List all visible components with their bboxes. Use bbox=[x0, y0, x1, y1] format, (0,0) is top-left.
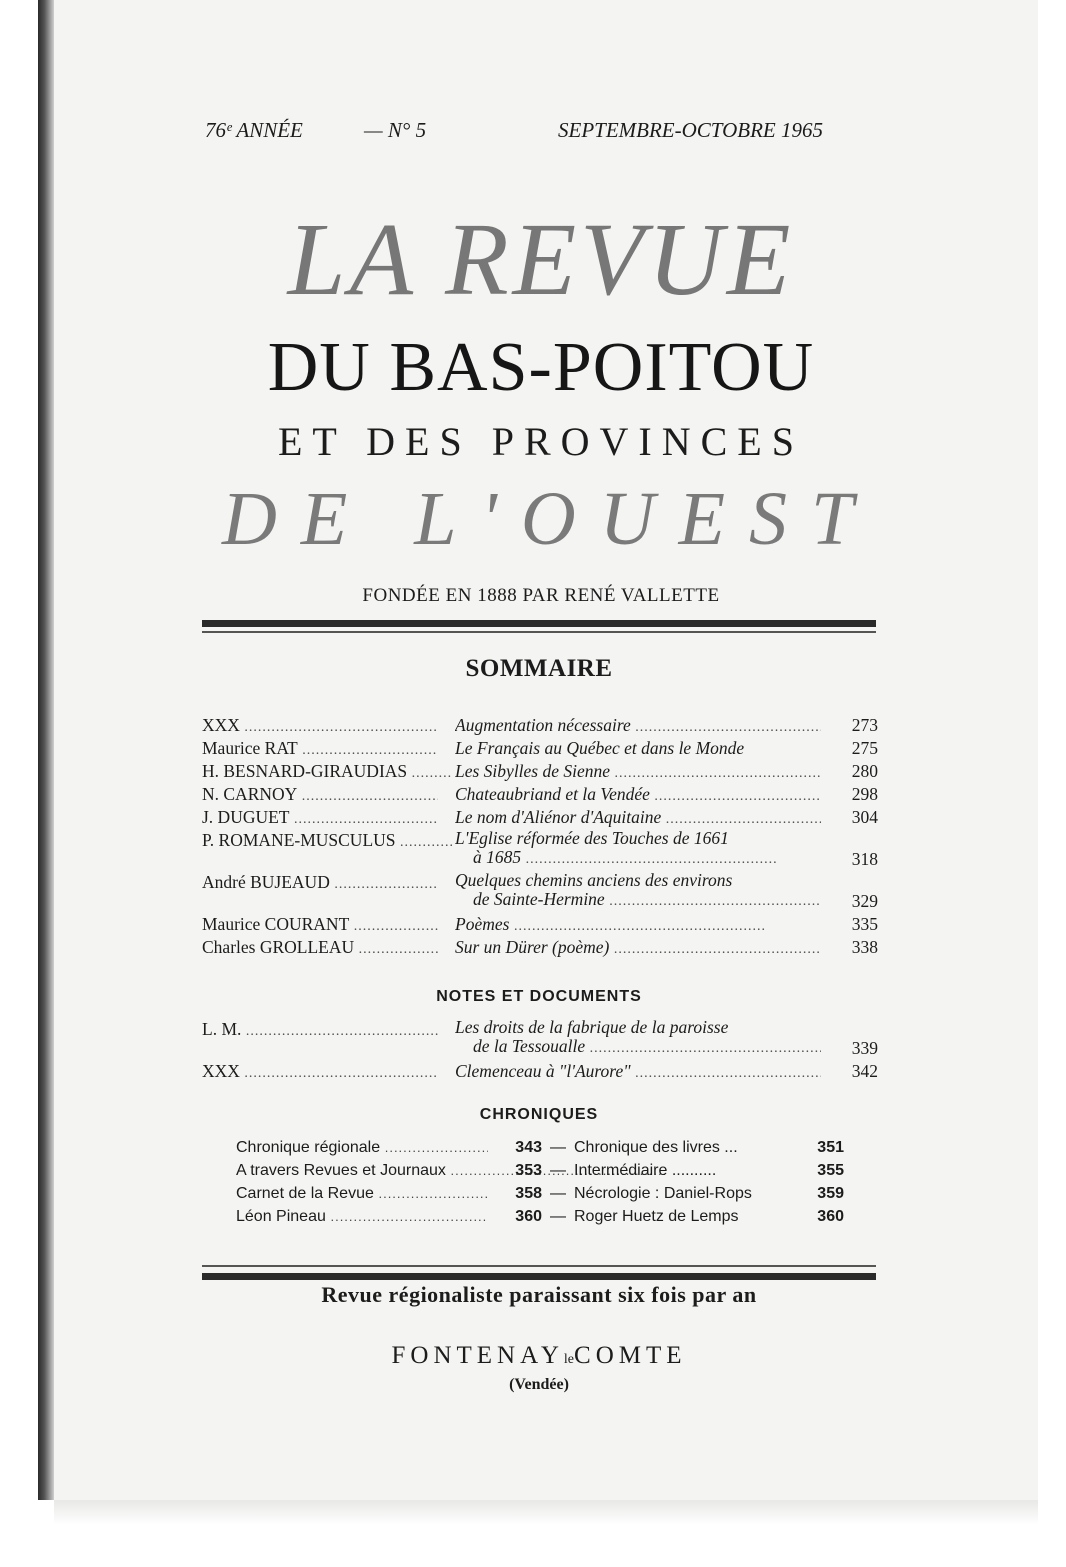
issue-number: — N° 5 bbox=[364, 118, 427, 142]
chronique-right-page: 355 bbox=[817, 1162, 844, 1179]
chronique-left: A travers Revues et Journaux ..... bbox=[236, 1159, 488, 1182]
toc-title bbox=[455, 829, 821, 871]
title-line-2: DU BAS-POITOU bbox=[267, 329, 815, 406]
divider-thin-top bbox=[202, 631, 876, 633]
chronique-right: Roger Huetz de Lemps bbox=[574, 1208, 739, 1225]
toc-row bbox=[202, 829, 878, 871]
toc-title: Le Français au Québec et dans le Monde bbox=[455, 738, 745, 758]
toc-page: 273 bbox=[851, 715, 878, 735]
toc-title: Chateaubriand et la Vendée ..... bbox=[455, 783, 821, 808]
chronique-dash: — bbox=[550, 1139, 566, 1156]
year-issue: 76ᵉ ANNÉE bbox=[205, 118, 303, 142]
toc-title: Sur un Dürer (poème) ..... bbox=[455, 936, 821, 961]
sommaire-heading: SOMMAIRE bbox=[465, 655, 613, 682]
toc-author: Maurice COURANT ..... bbox=[202, 913, 438, 938]
toc-title-line-1: Quelques chemins anciens des environs bbox=[455, 871, 733, 890]
chronique-row bbox=[236, 1182, 846, 1205]
toc-page: 280 bbox=[851, 761, 878, 781]
toc-author: N. CARNOY ..... bbox=[202, 783, 438, 808]
sommaire-list bbox=[202, 714, 878, 959]
toc-title-line-1: Les droits de la fabrique de la paroisse bbox=[455, 1018, 729, 1037]
toc-author: P. ROMANE-MUSCULUS ..... bbox=[202, 829, 452, 854]
toc-row bbox=[202, 737, 878, 760]
toc-author: XXX ..... bbox=[202, 714, 438, 739]
toc-page: 275 bbox=[851, 738, 878, 758]
toc-author: Maurice RAT ..... bbox=[202, 737, 438, 762]
city-part-1: FONTENAY bbox=[391, 1342, 564, 1369]
toc-row bbox=[202, 871, 878, 913]
founded-line: FONDÉE EN 1888 PAR RENÉ VALLETTE bbox=[362, 585, 720, 606]
chronique-left-page: 358 bbox=[515, 1185, 542, 1202]
chronique-right-page: 351 bbox=[817, 1139, 844, 1156]
title-line-4: DE L'OUEST bbox=[222, 477, 878, 561]
page-shadow bbox=[54, 1500, 1038, 1525]
toc-author: L. M. ..... bbox=[202, 1018, 438, 1043]
publisher-city bbox=[202, 1342, 876, 1370]
city-part-2: le bbox=[563, 1352, 575, 1367]
toc-author: André BUJEAUD ..... bbox=[202, 871, 438, 896]
divider-thick-bottom bbox=[202, 1273, 876, 1280]
toc-title-line-2: de la Tessoualle ..... bbox=[455, 1037, 821, 1058]
divider-thin-bottom bbox=[202, 1265, 876, 1267]
toc-page: 298 bbox=[851, 784, 878, 804]
notes-heading: NOTES ET DOCUMENTS bbox=[436, 988, 642, 1005]
toc-page: 335 bbox=[851, 914, 878, 934]
chronique-left-page: 343 bbox=[515, 1139, 542, 1156]
title-line-1: LA REVUE bbox=[287, 202, 795, 317]
toc-row bbox=[202, 760, 878, 783]
toc-row bbox=[202, 783, 878, 806]
chronique-left-page: 353 bbox=[515, 1162, 542, 1179]
toc-author: J. DUGUET ..... bbox=[202, 806, 438, 831]
chronique-row bbox=[236, 1205, 846, 1228]
notes-list bbox=[202, 1018, 878, 1083]
chronique-dash: — bbox=[550, 1162, 566, 1179]
chronique-left: Carnet de la Revue ..... bbox=[236, 1182, 488, 1205]
toc-title-line-1: L'Eglise réformée des Touches de 1661 bbox=[455, 829, 729, 848]
issue-date: SEPTEMBRE-OCTOBRE 1965 bbox=[558, 118, 824, 142]
chronique-right: Chronique des livres ... bbox=[574, 1139, 738, 1156]
toc-row bbox=[202, 936, 878, 959]
city-part-3: COMTE bbox=[574, 1342, 687, 1369]
toc-author: XXX ..... bbox=[202, 1060, 438, 1085]
toc-page: 339 bbox=[851, 1038, 878, 1058]
chronique-dash: — bbox=[550, 1185, 566, 1202]
chronique-right: Nécrologie : Daniel-Rops bbox=[574, 1185, 752, 1202]
toc-title: Augmentation nécessaire ..... bbox=[455, 714, 821, 739]
chroniques-heading: CHRONIQUES bbox=[479, 1106, 599, 1123]
toc-title: Les Sibylles de Sienne ..... bbox=[455, 760, 821, 785]
toc-row bbox=[202, 1060, 878, 1083]
chronique-right-page: 359 bbox=[817, 1185, 844, 1202]
chronique-left-page: 360 bbox=[515, 1208, 542, 1225]
binding-spine bbox=[38, 0, 54, 1500]
toc-author: Charles GROLLEAU ..... bbox=[202, 936, 438, 961]
toc-page: 304 bbox=[851, 807, 878, 827]
toc-title: Clemenceau à "l'Aurore" ..... bbox=[455, 1060, 821, 1085]
chronique-row bbox=[236, 1136, 846, 1159]
title-line-3: ET DES PROVINCES bbox=[278, 419, 804, 464]
toc-title: Le nom d'Aliénor d'Aquitaine ..... bbox=[455, 806, 821, 831]
toc-row bbox=[202, 806, 878, 829]
chronique-left: Léon Pineau ..... bbox=[236, 1205, 488, 1228]
toc-page: 329 bbox=[851, 891, 878, 911]
toc-title-line-2: à 1685 ..... bbox=[455, 848, 821, 869]
toc-row bbox=[202, 913, 878, 936]
toc-title bbox=[455, 871, 821, 913]
chronique-dash: — bbox=[550, 1208, 566, 1225]
toc-row bbox=[202, 714, 878, 737]
divider-thick-top bbox=[202, 620, 876, 627]
tagline: Revue régionaliste paraissant six fois par an bbox=[321, 1282, 757, 1307]
toc-page: 318 bbox=[851, 849, 878, 869]
chronique-right: Intermédiaire .......... bbox=[574, 1162, 717, 1179]
chronique-row bbox=[236, 1159, 846, 1182]
toc-title-line-2: de Sainte-Hermine ..... bbox=[455, 890, 821, 911]
toc-page: 342 bbox=[851, 1061, 878, 1081]
toc-row bbox=[202, 1018, 878, 1060]
chronique-left: Chronique régionale ..... bbox=[236, 1136, 488, 1159]
toc-page: 338 bbox=[851, 937, 878, 957]
toc-title bbox=[455, 1018, 821, 1060]
department: (Vendée) bbox=[509, 1376, 569, 1393]
toc-author: H. BESNARD-GIRAUDIAS ..... bbox=[202, 760, 452, 785]
chronique-right-page: 360 bbox=[817, 1208, 844, 1225]
chroniques-list bbox=[236, 1136, 846, 1228]
toc-title: Poèmes ..... bbox=[455, 913, 821, 938]
